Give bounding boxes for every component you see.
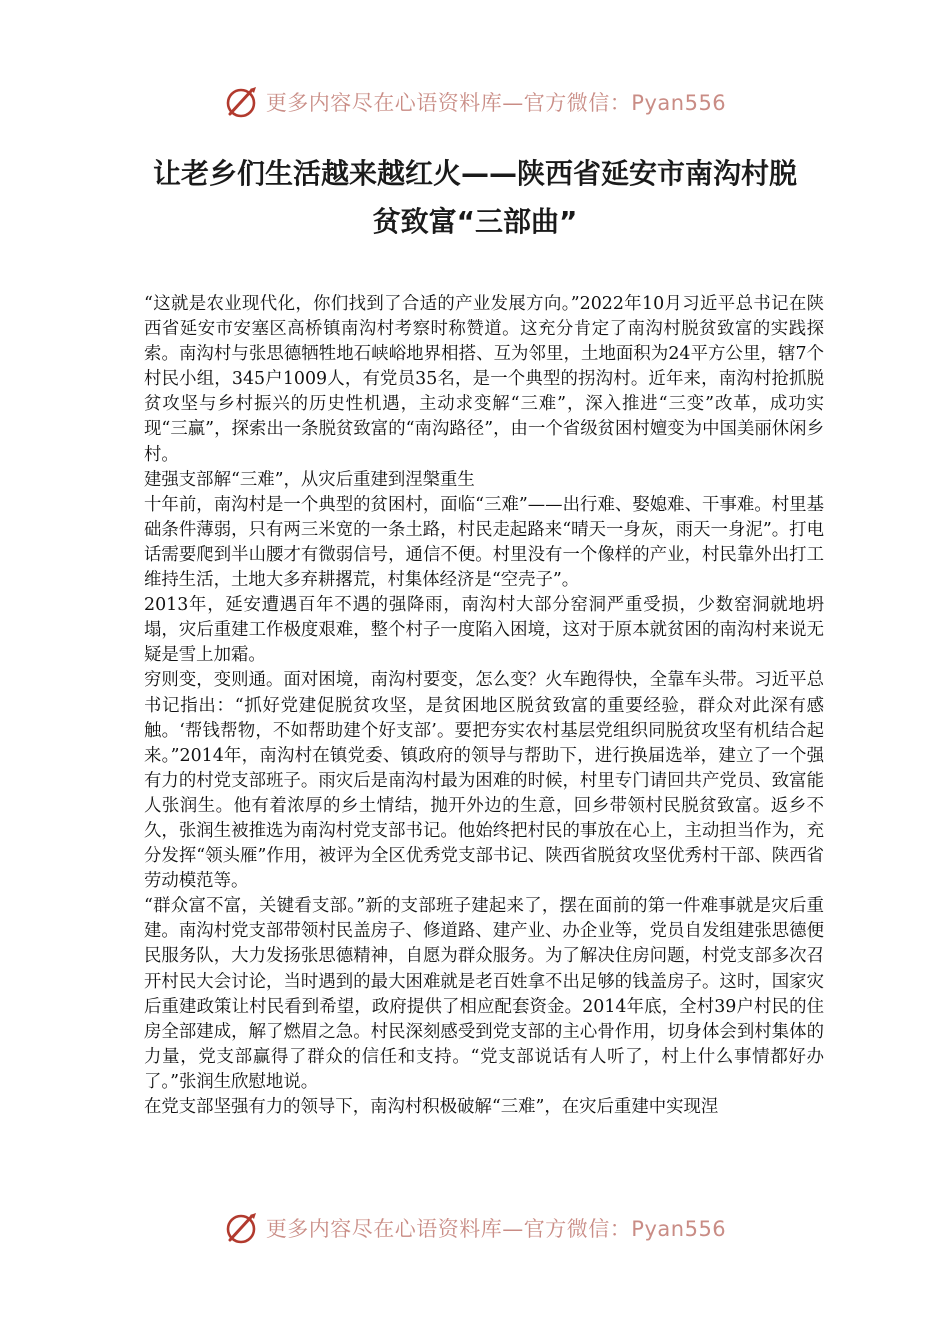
paragraph-intro: “这就是农业现代化，你们找到了合适的产业发展方向。”2022年10月习近平总书记在陕西省延安市安塞区高桥镇南沟村考察时称赞道。这充分肯定了南沟村脱贫致富的实践探索。南沟村与张思德牺牲地石峡峪地界相搭、互为邻里，土地面积为24平方公里，辖7个村民小组，345户1009人，有党员35名，是一个典型的拐沟村。近年来，南沟村抢抓脱贫攻坚与乡村振兴的历史性机遇，主动求变解“三难”，深入推进“三变”改革，成功实现“三赢”，探索出一条脱贫致富的“南沟路径”，由一个省级贫困村嬗变为中国美丽休闲乡村。	[144, 294, 824, 465]
pen-seal-icon	[224, 84, 260, 120]
paragraph: 十年前，南沟村是一个典型的贫困村，面临“三难”——出行难、娶媳难、干事难。村里基础条件薄弱，只有两三米宽的一条土路，村民走起路来“晴天一身灰，雨天一身泥”。打电话需要爬到半山腰才有微弱信号，通信不便。村里没有一个像样的产业，村民靠外出打工维持生活，土地大多弃耕撂荒，村集体经济是“空壳子”。	[144, 494, 824, 591]
page-title	[120, 150, 830, 246]
paragraph: 在党支部坚强有力的领导下，南沟村积极破解“三难”，在灾后重建中实现涅	[144, 1097, 719, 1117]
footer-banner	[0, 1208, 950, 1248]
banner-text: 更多内容尽在心语资料库—官方微信：Pyan556	[265, 91, 727, 115]
header-banner	[0, 82, 950, 122]
title-line-2: 贫致富“三部曲”	[372, 205, 578, 238]
banner-text: 更多内容尽在心语资料库—官方微信：Pyan556	[265, 1217, 727, 1241]
paragraph: 穷则变，变则通。面对困境，南沟村要变，怎么变？火车跑得快，全靠车头带。习近平总书记指出：“抓好党建促脱贫攻坚，是贫困地区脱贫致富的重要经验，群众对此深有感触。‘帮钱帮物，不如帮助建个好支部’。要把夯实农村基层党组织同脱贫攻坚有机结合起来。”2014年，南沟村在镇党委、镇政府的领导与帮助下，进行换届选举，建立了一个强有力的村党支部班子。雨灾后是南沟村最为困难的时候，村里专门请回共产党员、致富能人张润生。他有着浓厚的乡土情结，抛开外边的生意，回乡带领村民脱贫致富。返乡不久，张润生被推选为南沟村党支部书记。他始终把村民的事放在心上，主动担当作为，充分发挥“领头雁”作用，被评为全区优秀党支部书记、陕西省脱贫攻坚优秀村干部、陕西省劳动模范等。	[144, 670, 824, 892]
pen-seal-icon	[224, 1210, 260, 1246]
paragraph: 2013年，延安遭遇百年不遇的强降雨，南沟村大部分窑洞严重受损，少数窑洞就地坍塌，灾后重建工作极度艰难，整个村子一度陷入困境，这对于原本就贫困的南沟村来说无疑是雪上加霜。	[144, 595, 824, 666]
paragraph: “群众富不富，关键看支部。”新的支部班子建起来了，摆在面前的第一件难事就是灾后重建。南沟村党支部带领村民盖房子、修道路、建产业、办企业等，党员自发组建张思德便民服务队，大力发扬张思德精神，自愿为群众服务。为了解决住房问题，村党支部多次召开村民大会讨论，当时遇到的最大困难就是老百姓拿不出足够的钱盖房子。这时，国家灾后重建政策让村民看到希望，政府提供了相应配套资金。2014年底，全村39户村民的住房全部建成，解了燃眉之急。村民深刻感受到党支部的主心骨作用，切身体会到村集体的力量，党支部赢得了群众的信任和支持。“党支部说话有人听了，村上什么事情都好办了。”张润生欣慰地说。	[144, 896, 824, 1092]
article-body	[144, 292, 824, 1120]
section-heading: 建强支部解“三难”，从灾后重建到涅槃重生	[144, 469, 475, 490]
title-line-1: 让老乡们生活越来越红火——陕西省延安市南沟村脱	[152, 157, 797, 190]
